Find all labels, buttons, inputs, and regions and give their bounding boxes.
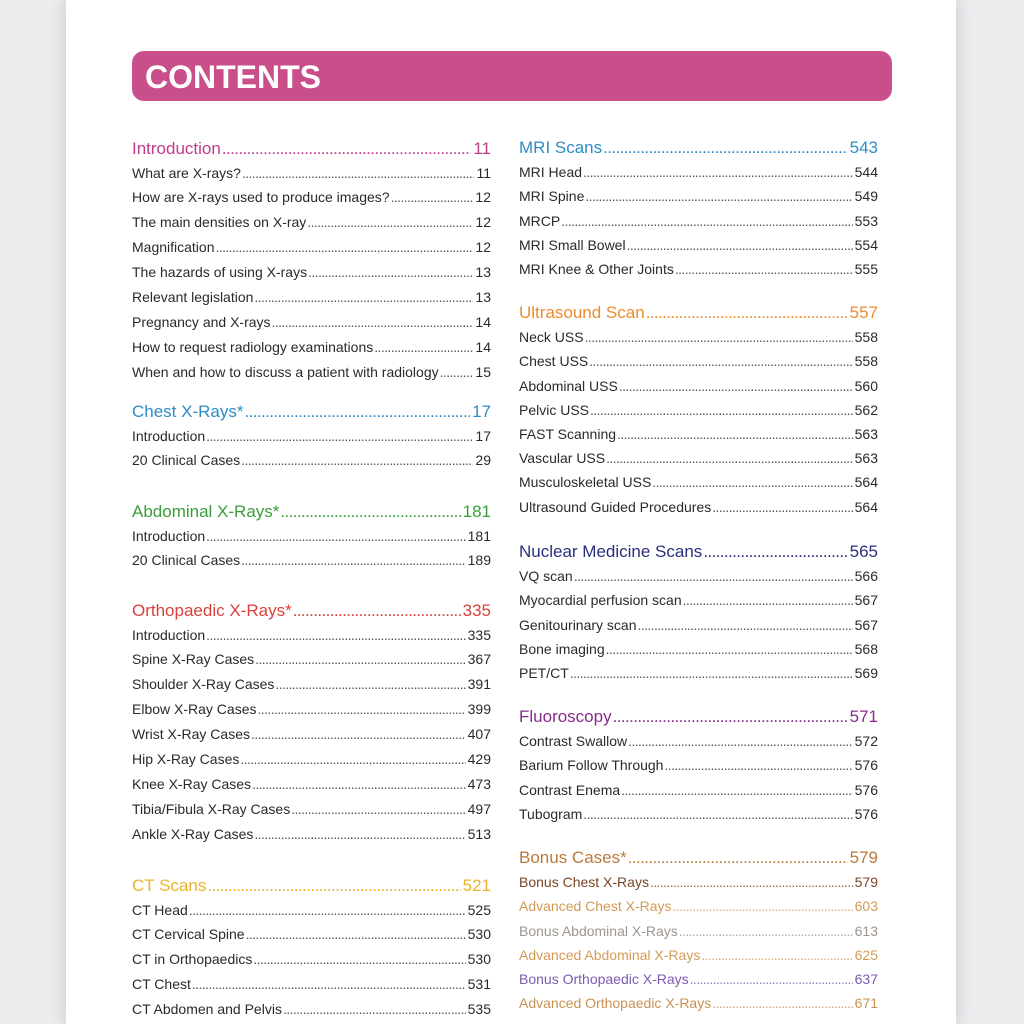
section-heading	[132, 136, 491, 161]
section-title: Nuclear Medicine Scans	[519, 541, 703, 561]
contents-entry	[519, 967, 878, 991]
leader-dots	[574, 564, 853, 588]
leader-dots	[192, 972, 466, 997]
leader-dots	[291, 797, 465, 822]
leader-dots	[613, 705, 848, 730]
section-heading	[519, 705, 878, 730]
leader-dots	[206, 424, 473, 449]
contents-entry	[132, 310, 491, 335]
entry-label: Vascular USS	[519, 450, 606, 467]
entry-label: Knee X-Ray Cases	[132, 775, 252, 792]
entry-page-number: 558	[854, 329, 878, 346]
entry-page-number: 13	[475, 264, 491, 281]
entry-label: MRI Spine	[519, 188, 585, 205]
entry-label: Tibia/Fibula X-Ray Cases	[132, 800, 291, 817]
contents-entry	[519, 349, 878, 373]
leader-dots	[712, 991, 852, 1015]
entry-label: The main densities on X-ray	[132, 214, 307, 231]
leader-dots	[440, 360, 474, 385]
entry-label: FAST Scanning	[519, 426, 617, 442]
entry-page-number: 12	[475, 214, 491, 231]
contents-entry	[519, 943, 878, 967]
contents-entry	[519, 802, 878, 826]
contents-entry	[519, 257, 878, 281]
contents-entry	[132, 772, 491, 797]
contents-entry	[132, 697, 491, 722]
entry-page-number: 497	[467, 800, 491, 817]
entry-page-number: 554	[854, 236, 878, 253]
entry-page-number: 189	[467, 552, 491, 569]
entry-page-number: 564	[854, 474, 878, 491]
entry-page-number: 549	[854, 188, 878, 205]
leader-dots	[583, 802, 852, 826]
contents-entry	[519, 729, 878, 753]
contents-entry	[132, 360, 491, 385]
leader-dots	[606, 446, 853, 470]
entry-page-number: 637	[854, 971, 878, 987]
section-title: Bonus Cases*	[519, 847, 627, 867]
leader-dots	[189, 898, 466, 923]
entry-label: Bone imaging	[519, 640, 605, 657]
leader-dots	[638, 613, 853, 637]
entry-page-number: 579	[854, 874, 878, 891]
entry-page-number: 544	[854, 164, 878, 181]
leader-dots	[621, 778, 852, 802]
leader-dots	[570, 661, 853, 685]
leader-dots	[561, 209, 852, 233]
leader-dots	[216, 235, 474, 260]
entry-label: Bonus Abdominal X-Rays	[519, 922, 678, 939]
leader-dots	[283, 997, 466, 1022]
entry-page-number: 572	[854, 733, 878, 750]
entry-page-number: 399	[467, 701, 491, 718]
contents-entry	[132, 548, 491, 573]
leader-dots	[650, 870, 853, 894]
leader-dots	[222, 136, 472, 161]
leader-dots	[254, 285, 473, 310]
entry-page-number: 407	[467, 726, 491, 743]
entry-label: CT Abdomen and Pelvis	[132, 1001, 282, 1018]
entry-label: When and how to discuss a patient with radiology	[132, 363, 439, 380]
entry-page-number: 12	[475, 189, 491, 206]
leader-dots	[664, 753, 852, 777]
contents-entry	[132, 448, 491, 473]
contents-entry	[519, 446, 878, 470]
entry-label: Advanced Chest X-Rays	[519, 898, 672, 915]
entry-page-number: 603	[854, 898, 878, 915]
entry-page-number: 553	[854, 212, 878, 229]
entry-label: Ankle X-Ray Cases	[132, 825, 254, 842]
leader-dots	[206, 623, 465, 648]
leader-dots	[673, 894, 853, 918]
leader-dots	[251, 722, 466, 747]
leader-dots	[690, 967, 853, 991]
entry-label: Introduction	[132, 626, 206, 643]
entry-label: Introduction	[132, 527, 206, 544]
entry-page-number: 567	[854, 592, 878, 609]
contents-entry	[132, 972, 491, 997]
contents-entry	[519, 209, 878, 233]
entry-label: CT Cervical Spine	[132, 926, 245, 943]
entry-page-number: 560	[854, 377, 878, 394]
contents-entry	[132, 285, 491, 310]
right-column	[519, 0, 878, 1024]
leader-dots	[585, 325, 853, 349]
entry-label: MRI Knee & Other Joints	[519, 261, 674, 277]
contents-entry	[132, 747, 491, 772]
contents-entry	[132, 185, 491, 210]
leader-dots	[590, 398, 853, 422]
leader-dots	[701, 943, 852, 967]
entry-label: Ultrasound Guided Procedures	[519, 498, 712, 515]
section-title: MRI Scans	[519, 137, 603, 157]
contents-entry	[132, 797, 491, 822]
contents-entry	[519, 637, 878, 661]
contents-entry	[519, 184, 878, 208]
section-introduction	[132, 136, 491, 385]
contents-entry	[519, 661, 878, 685]
section-title: Introduction	[132, 138, 221, 158]
leader-dots	[675, 257, 853, 281]
entry-page-number: 562	[854, 401, 878, 418]
entry-label: 20 Clinical Cases	[132, 452, 241, 469]
left-column	[132, 0, 491, 1024]
leader-dots	[585, 184, 852, 208]
contents-entry	[132, 822, 491, 847]
entry-label: Wrist X-Ray Cases	[132, 726, 250, 743]
section-chest-x-rays	[132, 399, 491, 474]
entry-label: What are X-rays?	[132, 164, 241, 181]
contents-entry	[519, 374, 878, 398]
section-page-number: 11	[473, 138, 491, 158]
entry-page-number: 391	[467, 676, 491, 693]
entry-label: Contrast Swallow	[519, 733, 628, 750]
entry-label: MRI Small Bowel	[519, 236, 626, 253]
entry-page-number: 558	[854, 353, 878, 370]
entry-label: CT Chest	[132, 976, 191, 993]
entry-label: How to request radiology examinations	[132, 338, 374, 355]
leader-dots	[652, 470, 852, 494]
entry-page-number: 625	[854, 946, 878, 963]
contents-entry	[132, 722, 491, 747]
entry-page-number: 568	[854, 640, 878, 657]
entry-page-number: 567	[854, 616, 878, 633]
section-heading	[132, 598, 491, 623]
entry-label: 20 Clinical Cases	[132, 552, 241, 569]
contents-entry	[519, 753, 878, 777]
entry-page-number: 367	[467, 651, 491, 668]
section-ultrasound-scan	[519, 301, 878, 519]
contents-title: CONTENTS	[145, 59, 321, 95]
entry-label: Hip X-Ray Cases	[132, 750, 240, 767]
section-title: Chest X-Rays*	[132, 401, 244, 421]
contents-entry	[519, 894, 878, 918]
entry-label: VQ scan	[519, 568, 573, 585]
section-heading	[132, 499, 491, 524]
leader-dots	[240, 747, 465, 772]
entry-label: Relevant legislation	[132, 288, 254, 305]
entry-label: Elbow X-Ray Cases	[132, 701, 257, 718]
leader-dots	[254, 822, 465, 847]
leader-dots	[589, 349, 852, 373]
leader-dots	[206, 524, 465, 549]
entry-page-number: 535	[467, 1001, 491, 1018]
section-mri-scans	[519, 136, 878, 281]
section-ct-scans	[132, 873, 491, 1022]
contents-entry	[132, 947, 491, 972]
leader-dots	[275, 672, 465, 697]
contents-entry	[132, 260, 491, 285]
leader-dots	[242, 161, 475, 186]
section-page-number: 335	[462, 600, 491, 620]
entry-page-number: 11	[476, 164, 491, 181]
entry-label: Introduction	[132, 427, 206, 444]
entry-page-number: 14	[475, 338, 491, 355]
contents-entry	[519, 919, 878, 943]
section-title: Ultrasound Scan	[519, 302, 645, 322]
leader-dots	[703, 540, 847, 565]
contents-entry	[132, 997, 491, 1022]
contents-entry	[132, 335, 491, 360]
leader-dots	[628, 729, 852, 753]
leader-dots	[280, 499, 460, 524]
entry-label: Genitourinary scan	[519, 616, 637, 633]
leader-dots	[583, 160, 853, 184]
entry-label: Bonus Chest X-Rays	[519, 874, 649, 891]
entry-label: Chest USS	[519, 353, 589, 370]
contents-entry	[132, 623, 491, 648]
entry-page-number: 566	[854, 568, 878, 585]
entry-label: The hazards of using X-rays	[132, 264, 308, 281]
contents-entry	[132, 647, 491, 672]
leader-dots	[679, 919, 853, 943]
leader-dots	[272, 310, 474, 335]
leader-dots	[246, 922, 466, 947]
leader-dots	[374, 335, 473, 360]
contents-entry	[132, 922, 491, 947]
section-page-number: 181	[462, 501, 491, 521]
entry-label: CT in Orthopaedics	[132, 951, 253, 968]
entry-label: Spine X-Ray Cases	[132, 651, 255, 668]
leader-dots	[253, 947, 465, 972]
entry-label: Contrast Enema	[519, 781, 621, 798]
entry-page-number: 576	[854, 757, 878, 774]
entry-page-number: 564	[854, 498, 878, 515]
contents-entry	[132, 210, 491, 235]
leader-dots	[617, 422, 853, 446]
leader-dots	[627, 233, 853, 257]
entry-label: CT Head	[132, 901, 188, 918]
entry-label: Bonus Orthopaedic X-Rays	[519, 971, 689, 987]
entry-label: PET/CT	[519, 665, 569, 681]
contents-entry	[132, 524, 491, 549]
entry-page-number: 530	[467, 926, 491, 943]
entry-page-number: 555	[854, 261, 878, 277]
entry-page-number: 29	[475, 452, 491, 469]
section-bonus-cases	[519, 846, 878, 1016]
entry-page-number: 576	[854, 805, 878, 822]
entry-page-number: 525	[467, 901, 491, 918]
section-page-number: 557	[849, 302, 878, 322]
leader-dots	[258, 697, 466, 722]
section-abdominal-x-rays	[132, 499, 491, 574]
entry-page-number: 563	[854, 450, 878, 467]
leader-dots	[712, 495, 852, 519]
entry-page-number: 563	[854, 426, 878, 442]
entry-label: Shoulder X-Ray Cases	[132, 676, 275, 693]
contents-entry	[519, 233, 878, 257]
leader-dots	[293, 598, 461, 623]
leader-dots	[391, 185, 474, 210]
contents-entry	[519, 778, 878, 802]
section-page-number: 579	[849, 847, 878, 867]
section-heading	[519, 846, 878, 871]
entry-label: MRI Head	[519, 164, 583, 181]
entry-label: MRCP	[519, 212, 561, 229]
entry-page-number: 14	[475, 313, 491, 330]
entry-label: How are X-rays used to produce images?	[132, 189, 390, 206]
contents-entry	[519, 870, 878, 894]
contents-entry	[132, 898, 491, 923]
contents-entry	[519, 495, 878, 519]
leader-dots	[603, 136, 847, 161]
entry-label: Musculoskeletal USS	[519, 474, 652, 491]
contents-entry	[519, 564, 878, 588]
leader-dots	[255, 647, 465, 672]
entry-label: Magnification	[132, 239, 215, 256]
contents-entry	[519, 588, 878, 612]
leader-dots	[683, 588, 853, 612]
leader-dots	[308, 260, 473, 285]
contents-entry	[519, 398, 878, 422]
section-heading	[132, 873, 491, 898]
entry-page-number: 569	[854, 665, 878, 681]
contents-entry	[519, 470, 878, 494]
entry-page-number: 181	[467, 527, 491, 544]
entry-page-number: 17	[475, 427, 491, 444]
entry-page-number: 13	[475, 288, 491, 305]
entry-page-number: 531	[467, 976, 491, 993]
entry-page-number: 15	[475, 363, 491, 380]
contents-entry	[132, 672, 491, 697]
section-fluoroscopy	[519, 705, 878, 826]
contents-entry	[132, 235, 491, 260]
contents-entry	[132, 424, 491, 449]
contents-entry	[519, 613, 878, 637]
entry-label: Tubogram	[519, 805, 583, 822]
leader-dots	[646, 301, 848, 326]
section-title: Fluoroscopy	[519, 706, 612, 726]
leader-dots	[207, 873, 460, 898]
section-heading	[519, 136, 878, 161]
contents-entry	[132, 161, 491, 186]
section-title: Orthopaedic X-Rays*	[132, 600, 292, 620]
entry-page-number: 335	[467, 626, 491, 643]
entry-page-number: 12	[475, 239, 491, 256]
contents-entry	[519, 325, 878, 349]
leader-dots	[252, 772, 466, 797]
entry-label: Myocardial perfusion scan	[519, 592, 682, 609]
entry-page-number: 473	[467, 775, 491, 792]
entry-page-number: 530	[467, 951, 491, 968]
section-title: CT Scans	[132, 875, 207, 895]
entry-label: Abdominal USS	[519, 377, 618, 394]
leader-dots	[628, 846, 848, 871]
leader-dots	[244, 399, 470, 424]
entry-label: Advanced Abdominal X-Rays	[519, 946, 701, 963]
section-orthopaedic-x-rays	[132, 598, 491, 847]
entry-page-number: 429	[467, 750, 491, 767]
contents-entry	[519, 991, 878, 1015]
section-page-number: 543	[849, 137, 878, 157]
section-nuclear-medicine-scans	[519, 540, 878, 685]
leader-dots	[606, 637, 853, 661]
entry-label: Barium Follow Through	[519, 757, 664, 774]
entry-page-number: 513	[467, 825, 491, 842]
entry-label: Advanced Orthopaedic X-Rays	[519, 995, 712, 1012]
entry-label: Pregnancy and X-rays	[132, 313, 271, 330]
section-page-number: 571	[849, 706, 878, 726]
leader-dots	[619, 374, 853, 398]
section-page-number: 521	[462, 875, 491, 895]
contents-entry	[519, 422, 878, 446]
contents-entry	[519, 160, 878, 184]
entry-page-number: 613	[854, 922, 878, 939]
entry-label: Pelvic USS	[519, 401, 590, 418]
section-heading	[132, 399, 491, 424]
leader-dots	[241, 548, 465, 573]
entry-page-number: 576	[854, 781, 878, 798]
section-title: Abdominal X-Rays*	[132, 501, 280, 521]
section-page-number: 17	[472, 401, 491, 421]
entry-label: Neck USS	[519, 329, 584, 346]
section-heading	[519, 540, 878, 565]
entry-page-number: 671	[854, 995, 878, 1012]
section-heading	[519, 301, 878, 326]
section-page-number: 565	[849, 541, 878, 561]
leader-dots	[241, 448, 473, 473]
leader-dots	[307, 210, 473, 235]
